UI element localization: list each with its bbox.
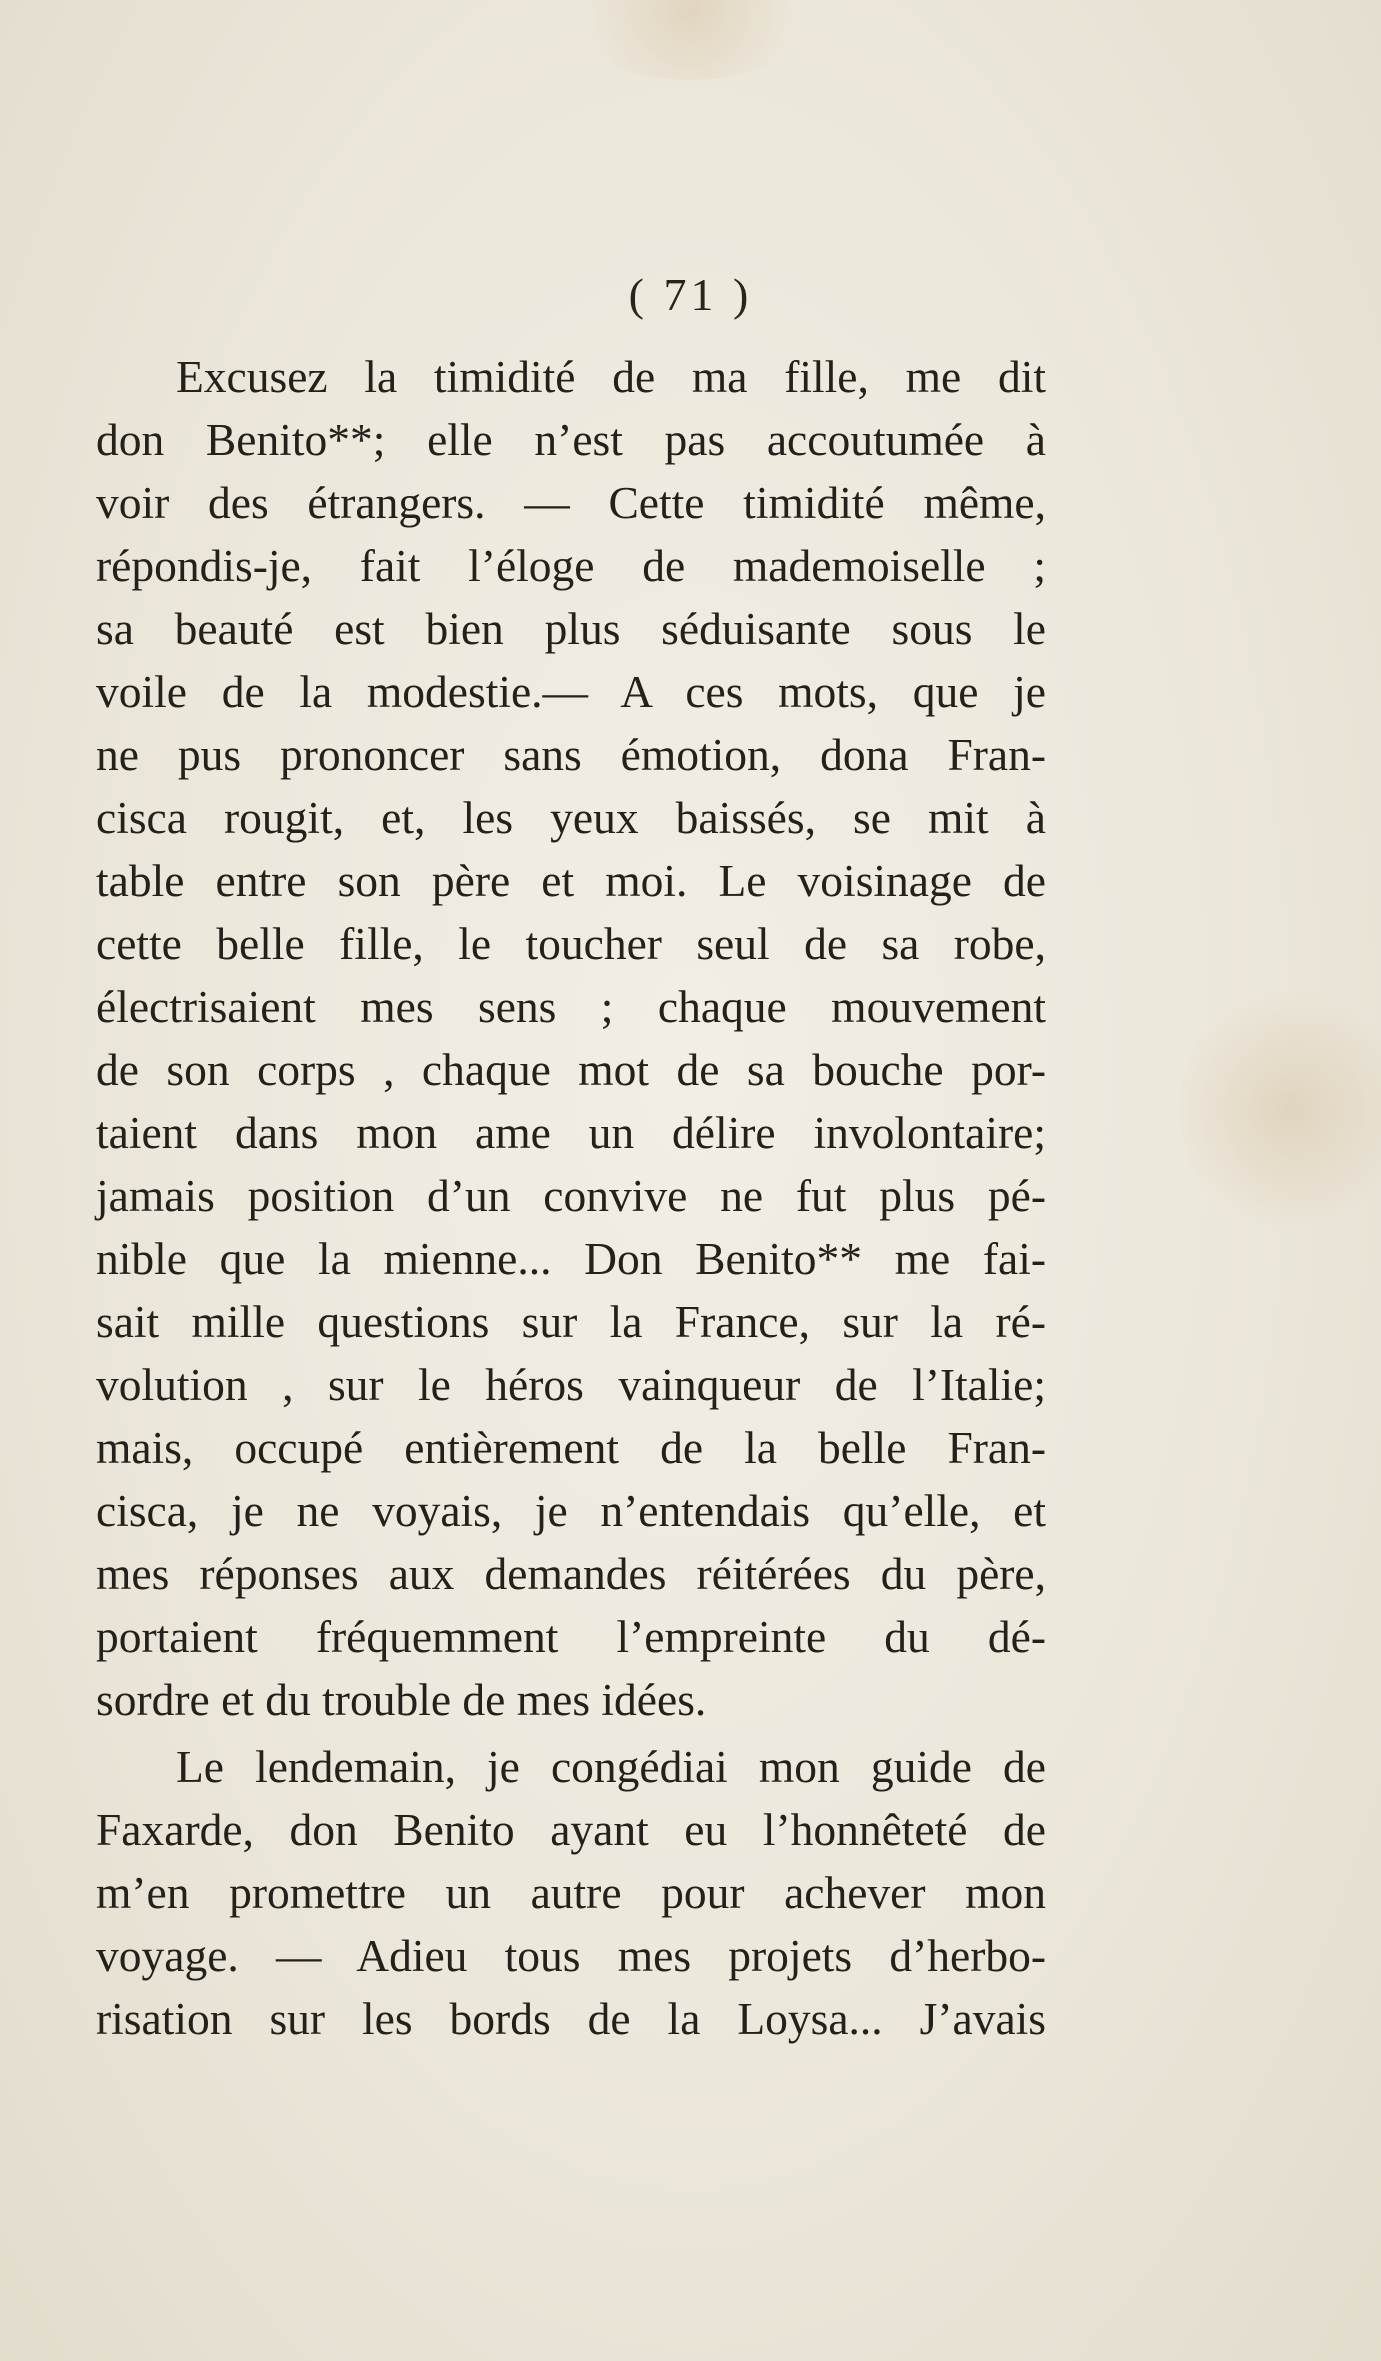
- text-line: jamais position d’un convive ne fut plus pé-: [96, 1170, 1046, 1221]
- text-line: nible que la mienne... Don Benito** me fai-: [96, 1233, 1046, 1284]
- text-line: voyage. — Adieu tous mes projets d’herbo-: [96, 1930, 1046, 1981]
- text-line: cisca rougit, et, les yeux baissés, se mit à: [96, 792, 1046, 843]
- page-number: ( 71 ): [628, 269, 753, 320]
- text-line: cisca, je ne voyais, je n’entendais qu’elle, et: [96, 1485, 1046, 1536]
- body-text: [96, 345, 1046, 2050]
- text-line: portaient fréquemment l’empreinte du dé-: [96, 1611, 1046, 1662]
- paper-stain: [560, 0, 820, 80]
- text-line: m’en promettre un autre pour achever mon: [96, 1867, 1046, 1918]
- text-line: sordre et du trouble de mes idées.: [96, 1674, 707, 1725]
- text-line: électrisaient mes sens ; chaque mouvement: [96, 981, 1046, 1032]
- text-line: mais, occupé entièrement de la belle Fran-: [96, 1422, 1046, 1473]
- text-line: voir des étrangers. — Cette timidité même,: [96, 477, 1046, 528]
- text-line: Excusez la timidité de ma fille, me dit: [176, 351, 1046, 402]
- text-line: de son corps , chaque mot de sa bouche por-: [96, 1044, 1046, 1095]
- text-line: mes réponses aux demandes réitérées du père,: [96, 1548, 1046, 1599]
- text-line: voile de la modestie.— A ces mots, que je: [96, 666, 1046, 717]
- text-line: taient dans mon ame un délire involontaire;: [96, 1107, 1046, 1158]
- text-line: cette belle fille, le toucher seul de sa robe,: [96, 918, 1046, 969]
- paper-stain: [1180, 980, 1381, 1240]
- text-line: répondis-je, fait l’éloge de mademoiselle ;: [96, 540, 1046, 591]
- text-line: table entre son père et moi. Le voisinage de: [96, 855, 1046, 906]
- text-line: ne pus prononcer sans émotion, dona Fran-: [96, 729, 1046, 780]
- text-line: sa beauté est bien plus séduisante sous le: [96, 603, 1046, 654]
- text-line: Le lendemain, je congédiai mon guide de: [176, 1741, 1046, 1792]
- text-line: don Benito**; elle n’est pas accoutumée à: [96, 414, 1046, 465]
- text-line: Faxarde, don Benito ayant eu l’honnêteté de: [96, 1804, 1046, 1855]
- text-line: risation sur les bords de la Loysa... J’avais: [96, 1993, 1046, 2044]
- text-line: volution , sur le héros vainqueur de l’Italie;: [96, 1359, 1046, 1410]
- text-line: sait mille questions sur la France, sur la ré-: [96, 1296, 1046, 1347]
